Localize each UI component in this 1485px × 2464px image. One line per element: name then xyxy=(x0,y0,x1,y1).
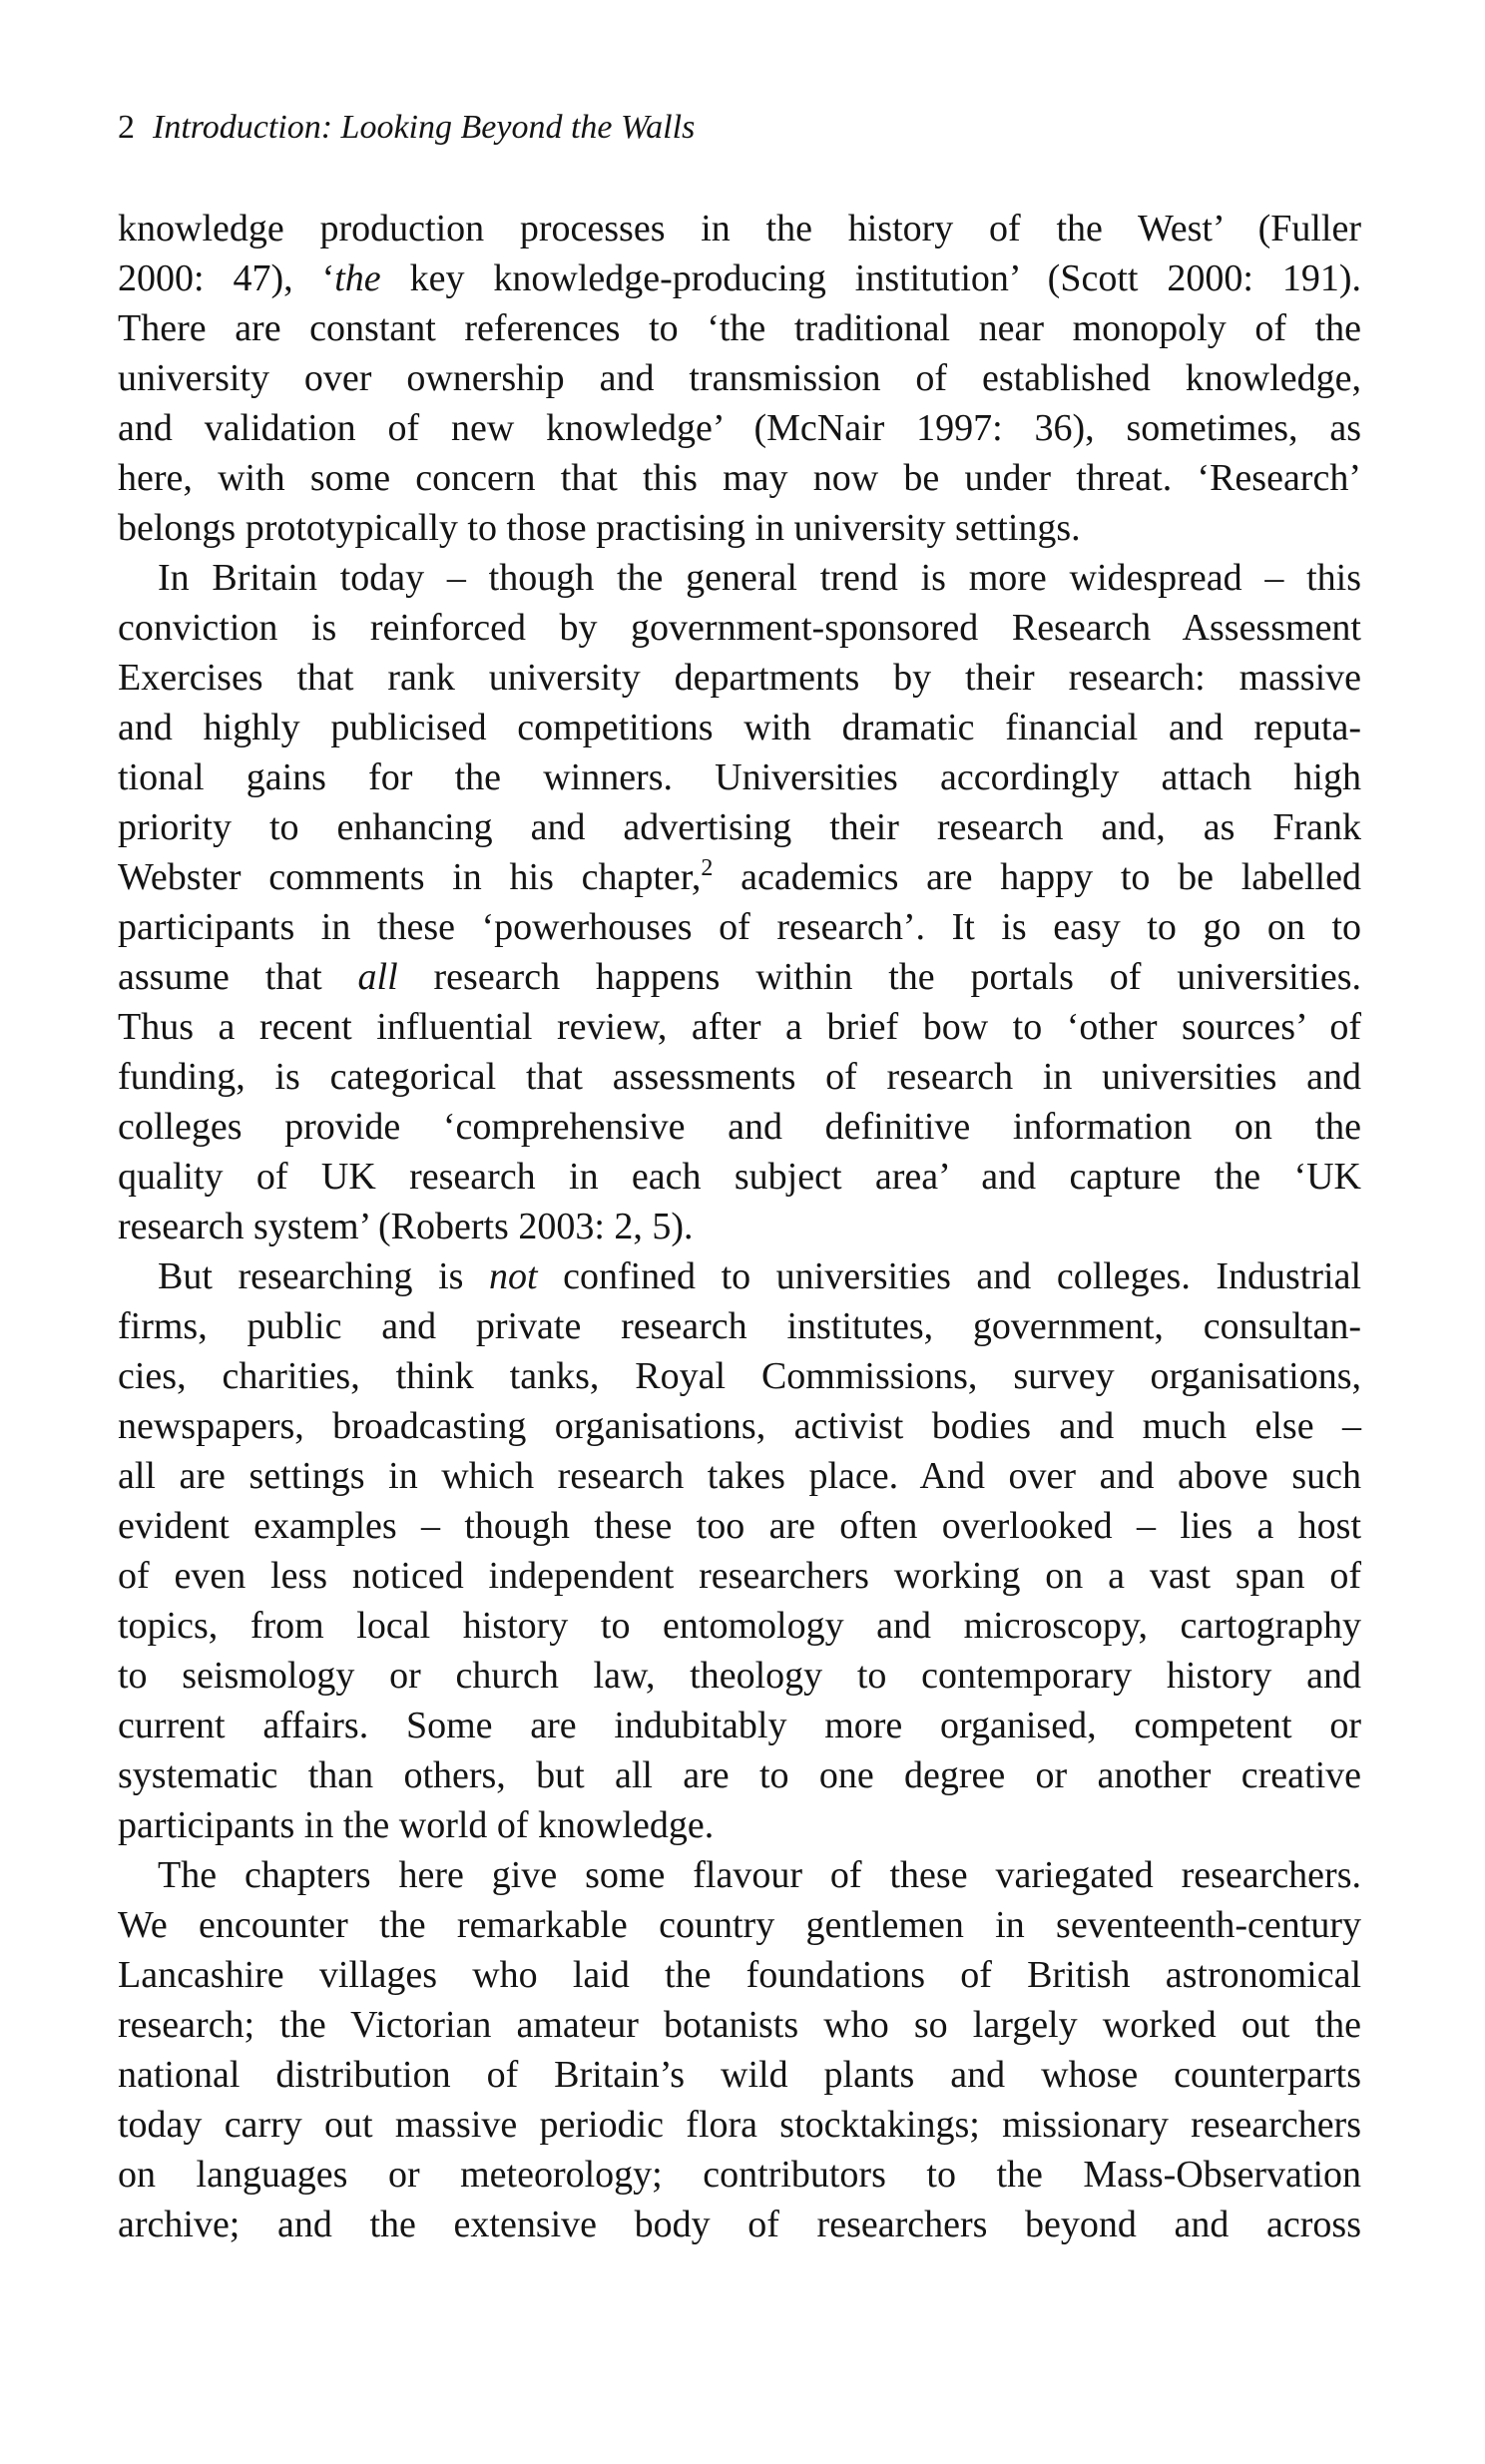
text-line: priority to enhancing and advertising their research and, as Frank xyxy=(118,806,1361,848)
text-line: research; the Victorian amateur botanists who so largely worked out the xyxy=(118,2004,1361,2046)
text-line: and highly publicised competitions with dramatic financial and reputa- xyxy=(118,707,1361,748)
running-title: Introduction: Looking Beyond the Walls xyxy=(153,109,696,146)
body-text xyxy=(118,204,1361,2249)
text-line: university over ownership and transmission of established knowledge, xyxy=(118,357,1361,399)
text-line: Exercises that rank university departments by their research: massive xyxy=(118,657,1361,699)
paragraph-4 xyxy=(118,1850,1361,2249)
text-line xyxy=(118,1251,1361,1301)
text-line: participants in the world of knowledge. xyxy=(118,1804,715,1846)
text-line: and validation of new knowledge’ (McNair 1997: 36), sometimes, as xyxy=(118,407,1361,449)
text-line: current affairs. Some are indubitably more organised, competent or xyxy=(118,1705,1361,1746)
text-line: We encounter the remarkable country gentlemen in seventeenth-century xyxy=(118,1904,1361,1946)
text-line: knowledge production processes in the history of the West’ (Fuller xyxy=(118,208,1361,249)
text-line: There are constant references to ‘the traditional near monopoly of the xyxy=(118,307,1361,349)
text-line: participants in these ‘powerhouses of research’. It is easy to go on to xyxy=(118,906,1361,948)
text-line-content: 2000: 47), ‘the key knowledge-producing institution’ (Scott 2000: 191). xyxy=(118,257,1361,299)
text-line: all are settings in which research takes place. And over and above such xyxy=(118,1455,1361,1497)
text-line: evident examples – though these too are often overlooked – lies a host xyxy=(118,1505,1361,1547)
running-head xyxy=(118,108,695,148)
text-line xyxy=(118,852,1361,902)
text-line: research system’ (Roberts 2003: 2, 5). xyxy=(118,1206,694,1247)
text-line: tional gains for the winners. Universities accordingly attach high xyxy=(118,756,1361,798)
text-line-content: But researching is not confined to universities and colleges. Industrial xyxy=(158,1255,1362,1297)
text-line xyxy=(118,253,1361,303)
text-line: Thus a recent influential review, after a brief bow to ‘other sources’ of xyxy=(118,1006,1361,1048)
text-line xyxy=(118,952,1361,1002)
text-line: Lancashire villages who laid the foundations of British astronomical xyxy=(118,1954,1361,1996)
text-line: of even less noticed independent researchers working on a vast span of xyxy=(118,1555,1361,1597)
text-line: The chapters here give some flavour of these variegated researchers. xyxy=(158,1854,1361,1896)
text-line: In Britain today – though the general trend is more widespread – this xyxy=(158,557,1361,599)
text-line: conviction is reinforced by government-sponsored Research Assessment xyxy=(118,607,1361,649)
paragraph-3 xyxy=(118,1251,1361,1850)
text-line: firms, public and private research institutes, government, consultan- xyxy=(118,1305,1361,1347)
text-line: today carry out massive periodic flora stocktakings; missionary researchers xyxy=(118,2104,1361,2146)
paragraph-2 xyxy=(118,553,1361,1251)
page-number: 2 xyxy=(118,109,135,146)
text-line-content: assume that all research happens within the portals of universities. xyxy=(118,956,1361,998)
text-line: newspapers, broadcasting organisations, activist bodies and much else – xyxy=(118,1405,1361,1447)
text-line: quality of UK research in each subject area’ and capture the ‘UK xyxy=(118,1156,1361,1198)
paragraph-1 xyxy=(118,204,1361,553)
text-line: here, with some concern that this may now be under threat. ‘Research’ xyxy=(118,457,1361,499)
text-line: colleges provide ‘comprehensive and definitive information on the xyxy=(118,1106,1361,1148)
text-line: funding, is categorical that assessments of research in universities and xyxy=(118,1056,1361,1098)
text-line: on languages or meteorology; contributors to the Mass-Observation xyxy=(118,2154,1361,2196)
text-line-content: Webster comments in his chapter,$^2$ academics are happy to be labelled xyxy=(118,855,1361,898)
text-line: topics, from local history to entomology and microscopy, cartography xyxy=(118,1605,1361,1647)
text-line: belongs prototypically to those practising in university settings. xyxy=(118,507,1081,549)
text-line: systematic than others, but all are to one degree or another creative xyxy=(118,1754,1361,1796)
text-line: national distribution of Britain’s wild plants and whose counterparts xyxy=(118,2054,1361,2096)
text-line: to seismology or church law, theology to contemporary history and xyxy=(118,1655,1361,1697)
text-line: cies, charities, think tanks, Royal Commissions, survey organisations, xyxy=(118,1355,1361,1397)
text-line: archive; and the extensive body of researchers beyond and across xyxy=(118,2204,1361,2245)
